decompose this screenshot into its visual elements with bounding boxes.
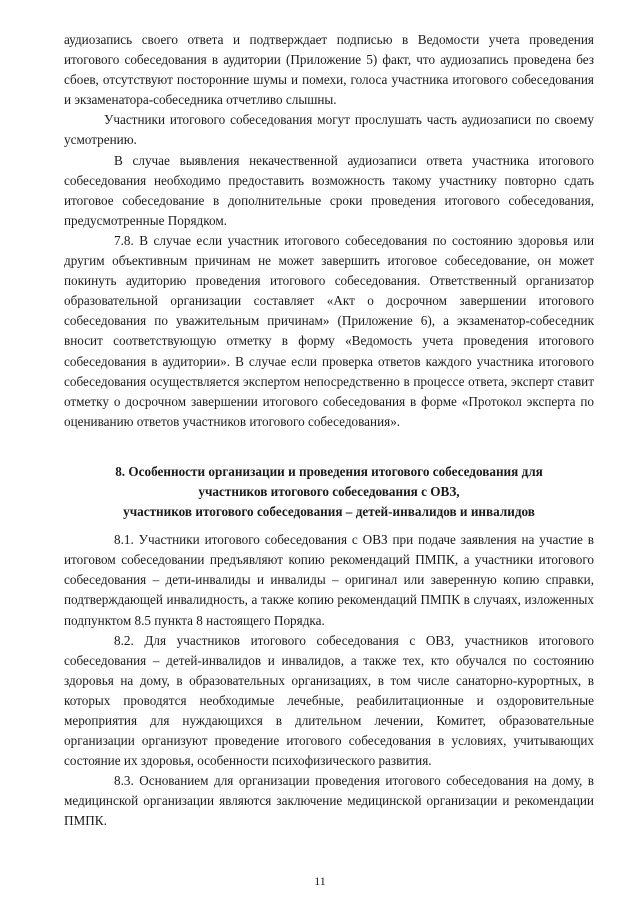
section-title-line-1: 8. Особенности организации и проведения итогового собеседования для	[115, 463, 543, 479]
paragraph-8-3: 8.3. Основанием для организации проведения итогового собеседования на дому, в медицинской организации являются заключение медицинской организации и рекомендации ПМПК.	[64, 773, 594, 829]
paragraph-7-8: 7.8. В случае если участник итогового собеседования по состоянию здоровья или другим объективным причинам не может завершить итоговое собеседование, он может покинуть аудиторию проведения итогового собеседования. Ответственный организатор образовательной организации составляет «Акт о досрочном завершении итогового собеседования по уважительным причинам» (Приложение 6), а экзаменатор-собеседник вносит соответствующую отметку в форму «Ведомость учета проведения итогового собеседования в аудитории». В случае если проверка ответов каждого участника итогового собеседования осуществляется экспертом непосредственно в процессе ответа, эксперт ставит отметку о досрочном завершении итогового собеседования в форме «Протокол эксперта по оцениванию ответов участников итогового собеседования».	[64, 232, 594, 429]
section-title-line-3: участников итогового собеседования – детей-инвалидов и инвалидов	[123, 504, 535, 520]
paragraph-8-1: 8.1. Участники итогового собеседования с ОВЗ при подаче заявления на участие в итоговом собеседовании предъявляют копию рекомендаций ПМПК, а участники итогового собеседования – дети-инвалиды и инвалиды – оригинал или заверенную копию справки, подтверждающей инвалидность, а также копию рекомендаций ПМПК в случаях, изложенных подпунктом 8.5 пункта 8 настоящего Порядка.	[64, 532, 594, 628]
section-8-heading	[64, 462, 594, 522]
paragraph-listen-audio: Участники итогового собеседования могут прослушать часть аудиозаписи по своему усмотрению.	[64, 112, 594, 148]
paragraph-audio-confirmation: аудиозапись своего ответа и подтверждает подписью в Ведомости учета проведения итогового собеседования в аудитории (Приложение 5) факт, что аудиозапись проведена без сбоев, отсутствуют посторонние шумы и помехи, голоса участника итогового собеседования и экзаменатора-собеседника отчетливо слышны.	[64, 32, 594, 108]
section-title-line-2: участников итогового собеседования с ОВЗ,	[198, 483, 460, 499]
page-number: 11	[314, 874, 326, 888]
document-page	[64, 30, 594, 832]
paragraph-8-2: 8.2. Для участников итогового собеседования с ОВЗ, участников итогового собеседования – детей-инвалидов и инвалидов, а также тех, кто обучался по состоянию здоровья на дому, в образовательных организациях, в том числе санаторно-курортных, в которых проводятся необходимые лечебные, реабилитационные и оздоровительные мероприятия для нуждающихся в длительном лечении, Комитет, образовательные организации организуют проведение итогового собеседования в условиях, учитывающих состояние их здоровья, особенности психофизического развития.	[64, 632, 594, 769]
paragraph-poor-audio: В случае выявления некачественной аудиозаписи ответа участника итогового собеседования необходимо предоставить возможность такому участнику повторно сдать итоговое собеседование в дополнительные сроки проведения итогового собеседования, предусмотренные Порядком.	[64, 152, 594, 228]
